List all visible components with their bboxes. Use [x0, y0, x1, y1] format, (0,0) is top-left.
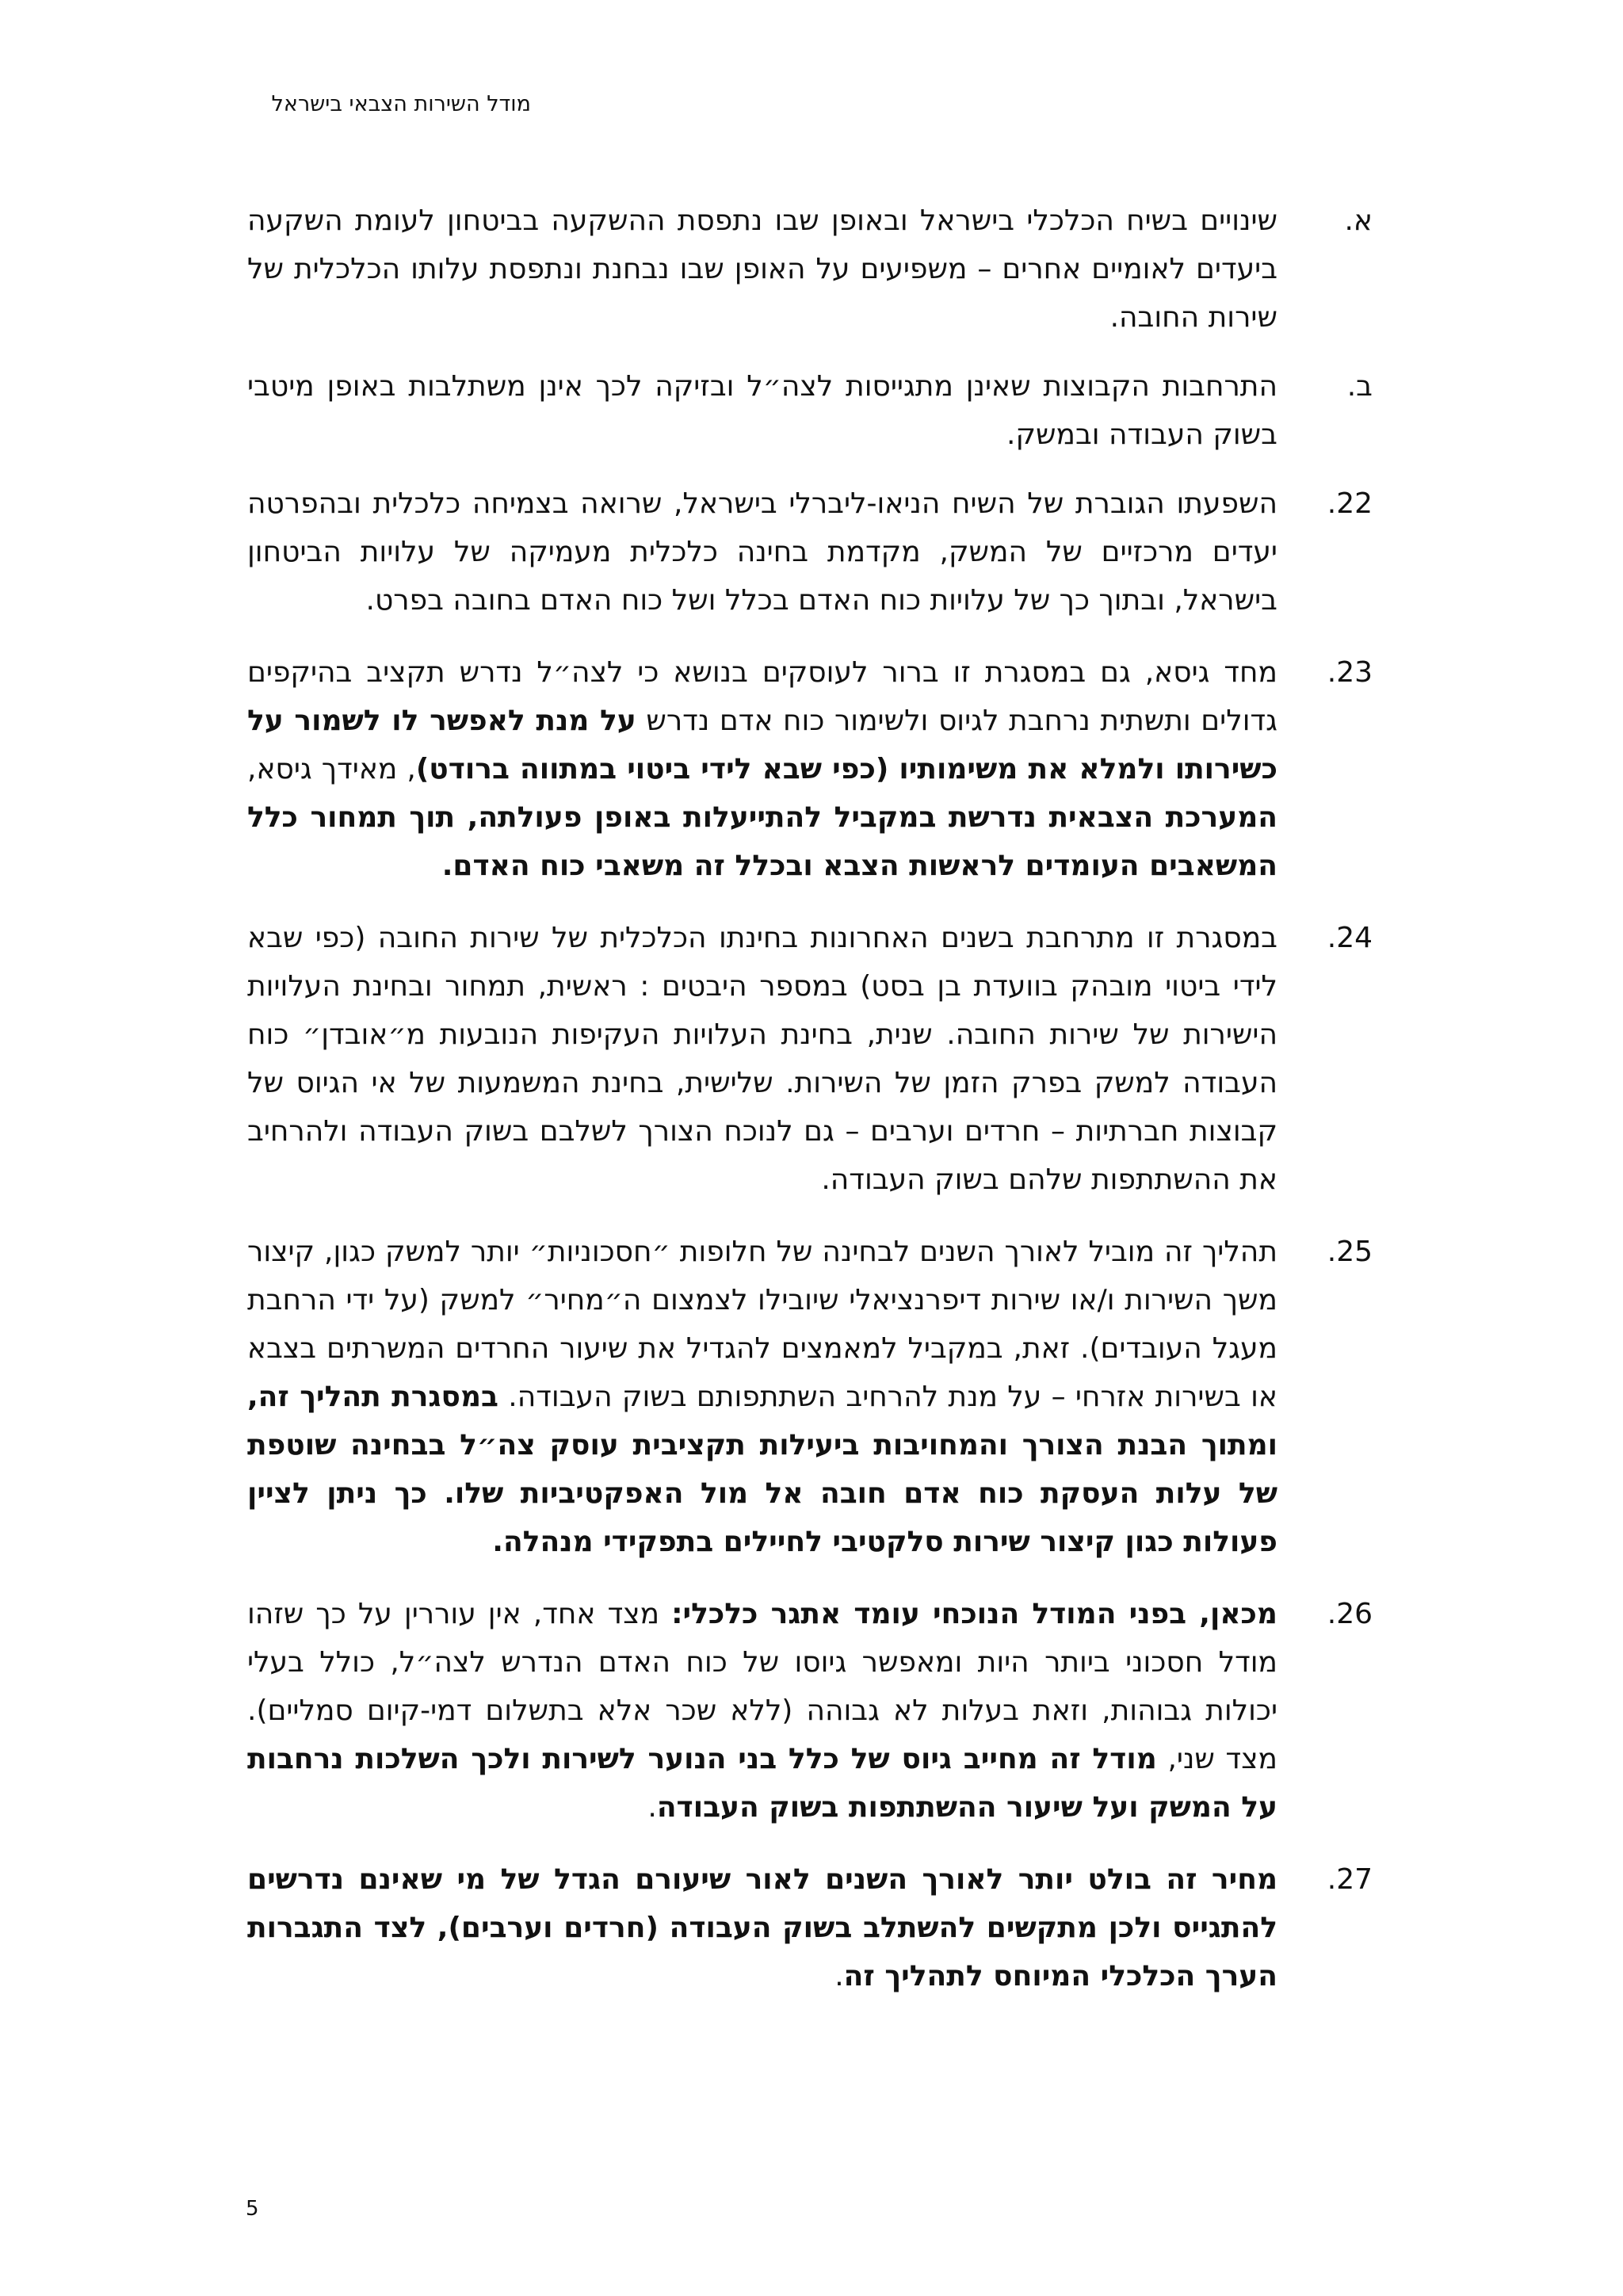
sub-item — [247, 197, 1373, 342]
text-run: שינויים בשיח הכלכלי בישראל ובאופן שבו נתפסת ההשקעה בביטחון לעומת השקעה ביעדים לאומיים אחרים – משפיעים על האופן שבו נבחנת ונתפסת עלותו הכלכלית של שירות החובה. — [247, 204, 1277, 334]
paragraph-text — [247, 197, 1277, 342]
paragraph-text — [247, 1228, 1277, 1566]
sub-item — [247, 362, 1373, 459]
paragraph-text — [247, 1590, 1277, 1832]
paragraph-text — [247, 479, 1277, 625]
text-run: תהליך זה מוביל לאורך השנים לבחינה של חלופות ״חסכוניות״ יותר למשק כגון, קיצור משך השירות ו/או שירות דיפרנציאלי שיובילו לצמצום ה״מחיר״ למשק (על ידי הרחבת מעגל העובדים). זאת, במקביל למאמצים להגדיל את שיעור החרדים המשרתים בצבא או בשירות אזרחי – על מנת להרחיב השתתפותם בשוק העבודה. — [247, 1236, 1277, 1413]
text-run: מצד אחד, אין עוררין על כך שזהו מודל חסכוני ביותר היות ומאפשר גיוסו של כוח האדם הנדרש לצה״ל, כולל בעלי יכולות גבוהות, וזאת בעלות לא גבוהה (ללא שכר אלא בתשלום דמי-קיום סמליים). מצד שני, — [247, 1598, 1278, 1775]
running-header: מודל השירות הצבאי בישראל — [271, 92, 531, 117]
paragraph-number: 26. — [1327, 1598, 1373, 1630]
paragraph-number: 25. — [1327, 1236, 1373, 1268]
paragraph-text — [247, 648, 1277, 890]
text-run: במסגרת זו מתרחבת בשנים האחרונות בחינתו הכלכלית של שירות החובה (כפי שבא לידי ביטוי מובהק בוועדת בן בסט) במספר היבטים : ראשית, תמחור ובחינת העלויות הישירות של שירות החובה. שנית, בחינת העלויות העקיפות הנובעות מ״אובדן״ כוח העבודה למשק בפרק הזמן של השירות. שלישית, בחינת המשמעות של אי הגיוס של קבוצות חברתיות – חרדים וערבים – גם לנוכח הצורך לשלבם בשוק העבודה ולהרחיב את ההשתתפות שלהם בשוק העבודה. — [247, 922, 1277, 1196]
bold-text-run: מודל זה מחייב גיוס של כלל בני הנוער לשירות ולכך השלכות נרחבות על המשק ועל שיעור ההשתתפות בשוק העבודה — [247, 1743, 1277, 1824]
bold-text-run: על מנת לאפשר לו לשמור על כשירותו ולמלא את משימותיו (כפי שבא לידי ביטוי במתווה ברודט) — [247, 705, 1277, 785]
paragraph-number: ב. — [1346, 370, 1373, 403]
text-run: , מאידך גיסא, — [247, 753, 416, 785]
text-run: . — [834, 1960, 844, 1992]
bold-text-run: מחיר זה בולט יותר לאורך השנים לאור שיעורם הגדל של מי שאינם נדרשים להתגייס ולכן מתקשים להשתלב בשוק העבודה (חרדים וערבים), לצד התגברות הערך הכלכלי המיוחס לתהליך זה — [247, 1863, 1277, 1992]
numbered-paragraph — [247, 1590, 1373, 1832]
numbered-paragraph — [247, 1228, 1373, 1566]
paragraph-text — [247, 914, 1277, 1204]
numbered-paragraph — [247, 914, 1373, 1204]
text-run: התרחבות הקבוצות שאינן מתגייסות לצה״ל ובזיקה לכך אינן משתלבות באופן מיטבי בשוק העבודה ובמשק. — [247, 370, 1277, 451]
numbered-paragraph — [247, 648, 1373, 890]
bold-text-run: מכאן, בפני המודל הנוכחי עומד אתגר כלכלי: — [671, 1598, 1277, 1630]
paragraph-number: 27. — [1327, 1863, 1373, 1896]
numbered-paragraph — [247, 1855, 1373, 2000]
bold-text-run: המערכת הצבאית נדרשת במקביל להתייעלות באופן פעולתה, תוך תמחור כלל המשאבים העומדים לראשות הצבא ובכלל זה משאבי כוח האדם. — [247, 801, 1277, 882]
numbered-paragraph — [247, 479, 1373, 625]
document-body — [247, 197, 1373, 2024]
paragraph-number: 23. — [1327, 656, 1373, 689]
paragraph-number: 24. — [1327, 922, 1373, 954]
paragraph-text — [247, 1855, 1277, 2000]
paragraph-text — [247, 362, 1277, 459]
text-run: . — [647, 1791, 657, 1824]
text-run: מחד גיסא, גם במסגרת זו ברור לעוסקים בנושא כי לצה״ל נדרש תקציב בהיקפים גדולים ותשתית נרחבת לגיוס ולשימור כוח אדם נדרש — [247, 656, 1277, 737]
page-number: 5 — [246, 2197, 259, 2221]
bold-text-run: במסגרת תהליך זה, ומתוך הבנת הצורך והמחויבות ביעילות תקציבית עוסק צה״ל בבחינה שוטפת של עלות העסקת כוח אדם חובה אל מול האפקטיביות שלו. כך ניתן לציין פעולות כגון קיצור שירות סלקטיבי לחיילים בתפקידי מנהלה. — [247, 1381, 1277, 1558]
paragraph-number: א. — [1344, 204, 1373, 237]
text-run: השפעתו הגוברת של השיח הניאו-ליברלי בישראל, שרואה בצמיחה כלכלית ובהפרטה יעדים מרכזיים של המשק, מקדמת בחינה כלכלית מעמיקה של עלויות הביטחון בישראל, ובתוך כך של עלויות כוח האדם בכלל ושל כוח האדם בחובה בפרט. — [247, 487, 1277, 617]
paragraph-number: 22. — [1327, 487, 1373, 520]
